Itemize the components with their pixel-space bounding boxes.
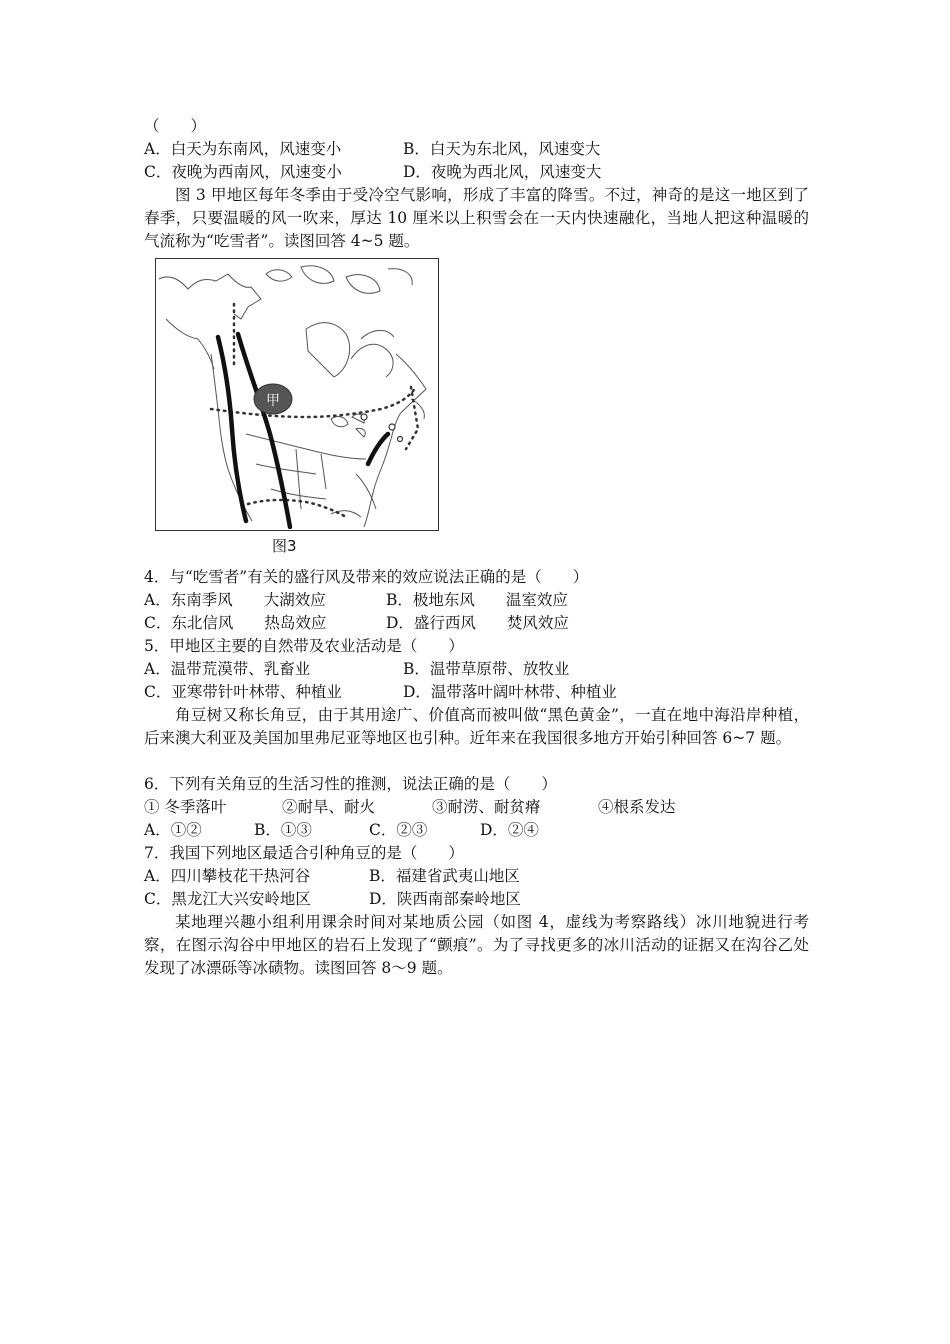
q4-option-a: A．东南季风 大湖效应 xyxy=(144,591,326,609)
intro-q8-9: 某地理兴趣小组利用课余时间对某地质公园（如图 4，虚线为考察路线）冰川地貌进行考察，在图示沟谷中甲地区的岩石上发现了“颤痕”。为了寻找更多的冰川活动的证据又在沟谷乙处发现了冰漂砾等冰碛物。读图回答 8～9 题。 xyxy=(144,913,809,977)
q3-option-d: D．夜晚为西北风，风速变大 xyxy=(403,163,602,181)
q6-item-4: ④根系发达 xyxy=(598,798,676,816)
intro-q4-5: 图 3 甲地区每年冬季由于受冷空气影响，形成了丰富的降雪。不过，神奇的是这一地区到了春季，只要温暖的风一吹来，厚达 10 厘米以上积雪会在一天内快速融化，当地人把这种温暖的气流称为“吃雪者”。读图回答 4~5 题。 xyxy=(144,186,809,250)
q6-option-b: B．①③ xyxy=(254,821,312,839)
intro-q6-7: 角豆树又称长角豆，由于其用途广、价值高而被叫做“黑色黄金”，一直在地中海沿岸种植，后来澳大利亚及美国加里弗尼亚等地区也引种。近年来在我国很多地方开始引种回答 6~7 题。 xyxy=(144,706,809,747)
q5-option-a: A．温带荒漠带、乳畜业 xyxy=(144,660,311,678)
q7-option-d: D．陕西南部秦岭地区 xyxy=(369,890,521,908)
q4-option-d: D．盛行西风 焚风效应 xyxy=(386,614,569,632)
q3-option-a: A．白天为东南风，风速变小 xyxy=(144,140,342,158)
q6-option-c: C．②③ xyxy=(369,821,428,839)
q7-option-b: B．福建省武夷山地区 xyxy=(369,867,520,885)
q3-option-c: C．夜晚为西南风，风速变小 xyxy=(144,163,342,181)
figure-3-map xyxy=(155,258,439,531)
figure-3-caption: 图3 xyxy=(272,537,297,555)
q5-option-b: B．温带草原带、放牧业 xyxy=(403,660,570,678)
q5-stem: 5．甲地区主要的自然带及农业活动是（ ） xyxy=(144,637,464,655)
q4-option-b: B．极地东风 温室效应 xyxy=(386,591,568,609)
q4-stem: 4．与“吃雪者”有关的盛行风及带来的效应说法正确的是（ ） xyxy=(144,568,589,586)
q3-option-b: B．白天为东北风，风速变大 xyxy=(403,140,601,158)
q4-option-c: C．东北信风 热岛效应 xyxy=(144,614,327,632)
region-jia-label: 甲 xyxy=(266,393,280,409)
north-america-map xyxy=(156,259,437,529)
q7-option-a: A．四川攀枝花干热河谷 xyxy=(144,867,311,885)
q6-stem: 6．下列有关角豆的生活习性的推测，说法正确的是（ ） xyxy=(144,775,557,793)
q5-option-d: D．温带落叶阔叶林带、种植业 xyxy=(403,683,617,701)
q6-option-d: D．②④ xyxy=(480,821,539,839)
q6-item-3: ③耐涝、耐贫瘠 xyxy=(432,798,541,816)
q7-stem: 7．我国下列地区最适合引种角豆的是（ ） xyxy=(144,844,464,862)
q6-item-1: ① 冬季落叶 xyxy=(144,798,227,816)
q3-paren: （ ） xyxy=(144,117,207,135)
q5-option-c: C．亚寒带针叶林带、种植业 xyxy=(144,683,342,701)
q6-option-a: A．①② xyxy=(144,821,202,839)
q6-item-2: ②耐旱、耐火 xyxy=(282,798,376,816)
q7-option-c: C．黑龙江大兴安岭地区 xyxy=(144,890,311,908)
